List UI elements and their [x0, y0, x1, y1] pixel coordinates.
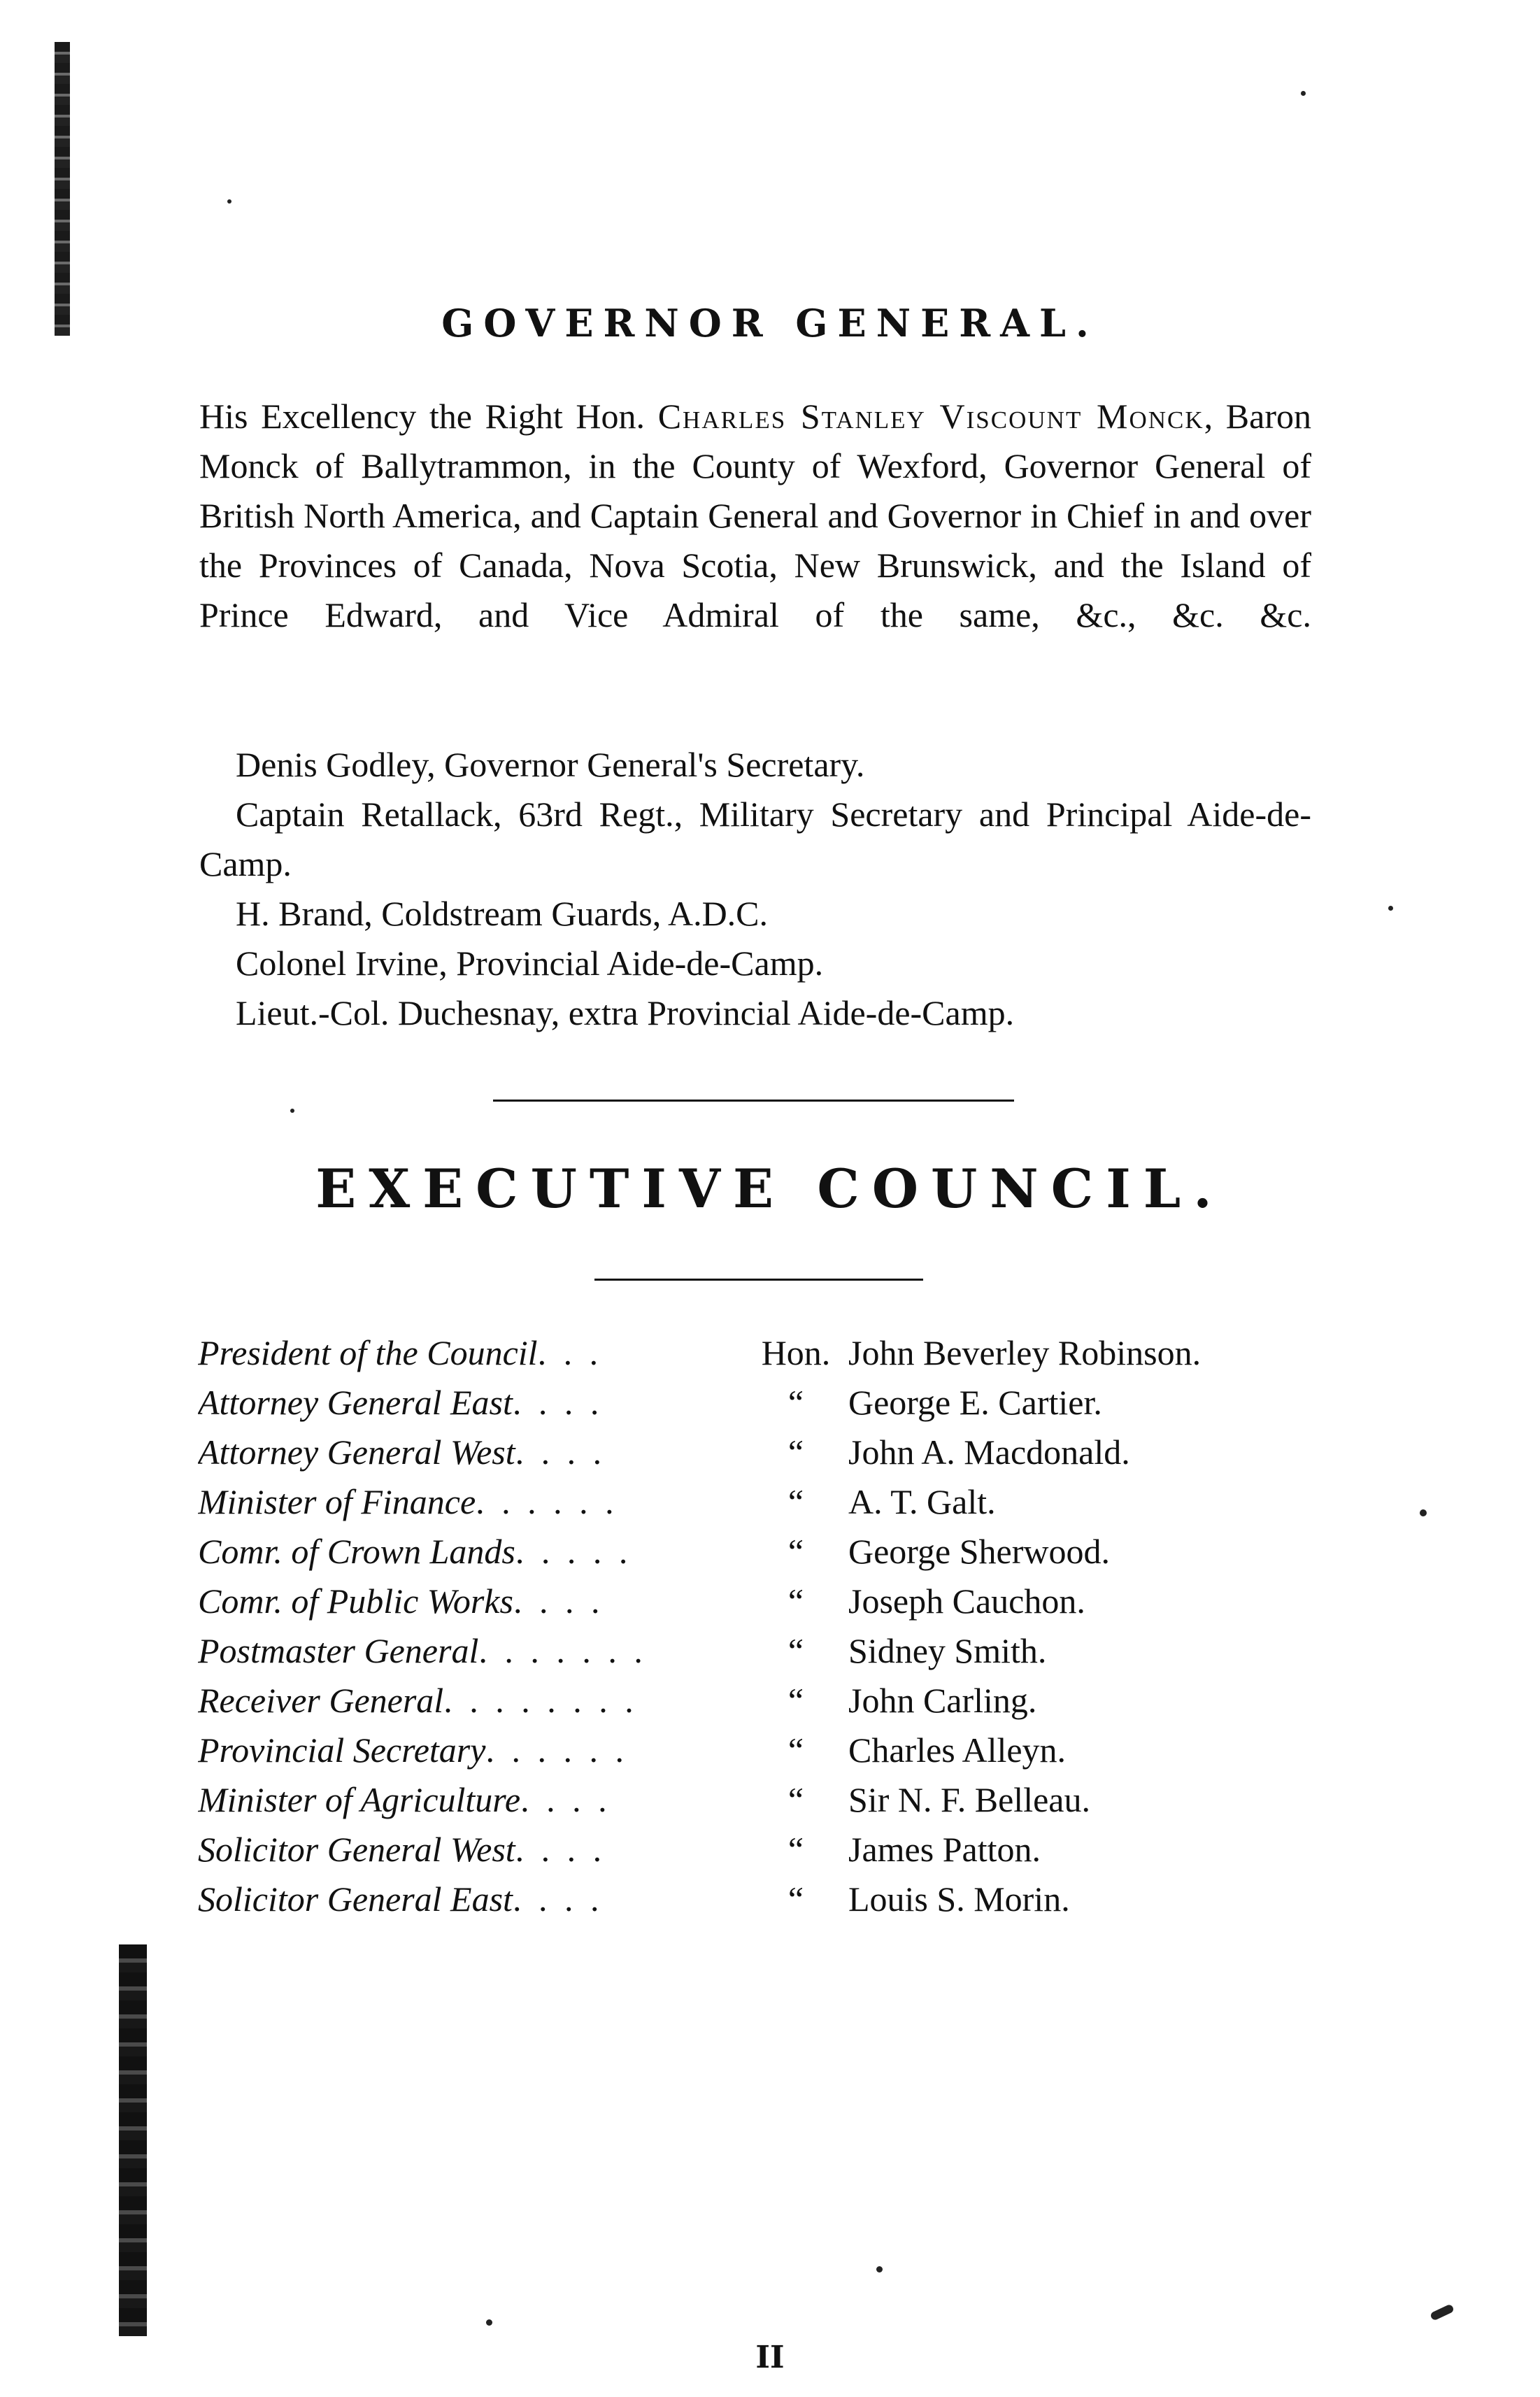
council-row: [198, 1432, 1345, 1481]
member-name: James Patton.: [848, 1830, 1041, 1869]
staff-entry: Lieut.-Col. Duchesnay, extra Provincial Aide-de-Camp.: [236, 993, 1015, 1032]
office-name: Provincial Secretary: [198, 1730, 486, 1770]
honorific: “: [787, 1383, 804, 1422]
council-row: [198, 1581, 1345, 1630]
office-name: Minister of Agriculture: [198, 1780, 521, 1819]
scan-speck: [1430, 2303, 1455, 2321]
office-title: [198, 1730, 743, 1770]
leader-dots: . . . .: [520, 1780, 611, 1819]
council-row: [198, 1680, 1345, 1730]
scan-speck: [227, 199, 231, 204]
member-name: John Beverley Robinson.: [848, 1333, 1202, 1372]
member-name: Louis S. Morin.: [848, 1879, 1070, 1919]
office-title: [198, 1829, 743, 1870]
leader-dots: . . . .: [513, 1581, 604, 1621]
member-name: John A. Macdonald.: [848, 1432, 1130, 1472]
office-name: Attorney General East: [198, 1383, 513, 1422]
scan-speck: [876, 2266, 883, 2272]
leader-dots: . . . .: [512, 1879, 604, 1919]
office-name: Postmaster General: [198, 1631, 479, 1670]
council-row: [198, 1382, 1345, 1432]
executive-council-heading: EXECUTIVE COUNCIL.: [315, 1158, 1225, 1220]
office-name: President of the Council: [198, 1333, 538, 1372]
honorific: “: [787, 1581, 804, 1621]
binding-edge-shadow-lower: [119, 1944, 147, 2336]
office-title: [198, 1382, 743, 1423]
honorific: “: [787, 1830, 804, 1869]
section-divider: [493, 1100, 1014, 1102]
member-name: George Sherwood.: [848, 1532, 1110, 1571]
leader-dots: . . . . .: [515, 1532, 632, 1571]
member-name: A. T. Galt.: [848, 1482, 996, 1521]
office-name: Receiver General: [198, 1681, 444, 1720]
council-row: [198, 1531, 1345, 1581]
member-name: Sidney Smith.: [848, 1631, 1047, 1670]
member-name: Charles Alleyn.: [848, 1730, 1067, 1770]
office-title: [198, 1432, 743, 1472]
honorific: “: [787, 1631, 804, 1670]
member-name: Joseph Cauchon.: [848, 1581, 1085, 1621]
scan-speck: [1388, 906, 1393, 911]
council-row: [198, 1730, 1345, 1779]
intro-lead: His Excellency the Right Hon.: [199, 397, 658, 436]
office-name: Comr. of Public Works: [198, 1581, 513, 1621]
honorific: “: [787, 1681, 804, 1720]
leader-dots: . . . . . . . .: [443, 1681, 638, 1720]
page-number: II: [755, 2340, 785, 2375]
leader-dots: . . . . . .: [485, 1730, 628, 1770]
leader-dots: . . . . . . .: [478, 1631, 647, 1670]
council-row: [198, 1630, 1345, 1680]
scan-speck: [290, 1109, 294, 1113]
scan-speck: [1420, 1509, 1427, 1516]
office-title: [198, 1581, 743, 1621]
scan-speck: [486, 2319, 492, 2326]
office-title: [198, 1630, 743, 1671]
leader-dots: . . . .: [515, 1432, 606, 1472]
leader-dots: . . . .: [515, 1830, 606, 1869]
honorific: Hon.: [761, 1333, 831, 1372]
honorific: “: [787, 1730, 804, 1770]
honorific: “: [787, 1482, 804, 1521]
leader-dots: . . . . . .: [476, 1482, 618, 1521]
office-name: Attorney General West: [198, 1432, 515, 1472]
governor-name: Charles Stanley Viscount Monck: [657, 397, 1204, 436]
office-title: [198, 1332, 743, 1373]
office-name: Comr. of Crown Lands: [198, 1532, 515, 1571]
council-row: [198, 1829, 1345, 1879]
council-row: [198, 1779, 1345, 1829]
honorific: “: [787, 1532, 804, 1571]
office-title: [198, 1879, 743, 1919]
honorific: “: [787, 1879, 804, 1919]
council-row: [198, 1879, 1345, 1928]
council-row: [198, 1481, 1345, 1531]
scan-speck: [1301, 91, 1306, 96]
member-name: Sir N. F. Belleau.: [848, 1780, 1090, 1819]
staff-entry: H. Brand, Coldstream Guards, A.D.C.: [236, 894, 769, 933]
leader-dots: . . . .: [512, 1383, 604, 1422]
office-name: Solicitor General East: [198, 1879, 513, 1919]
leader-dots: . . .: [537, 1333, 603, 1372]
staff-entry: Colonel Irvine, Provincial Aide-de-Camp.: [236, 944, 824, 983]
heading-underline: [594, 1279, 923, 1281]
staff-entry: Captain Retallack, 63rd Regt., Military Secretary and Principal Aide-de-Camp.: [199, 795, 1311, 883]
binding-edge-shadow: [55, 42, 70, 336]
governor-general-paragraph: [199, 392, 1311, 640]
office-name: Minister of Finance: [198, 1482, 476, 1521]
office-title: [198, 1481, 743, 1522]
governor-general-heading: GOVERNOR GENERAL.: [441, 301, 1099, 346]
honorific: “: [787, 1780, 804, 1819]
council-list: [198, 1332, 1345, 1928]
office-title: [198, 1531, 743, 1572]
office-name: Solicitor General West: [198, 1830, 515, 1869]
honorific: “: [787, 1432, 804, 1472]
office-title: [198, 1680, 743, 1721]
intro-rest: , Baron Monck of Ballytrammon, in the County of Wexford, Governor General of British North America, and Captain General and Governor in Chief in and over the Provinces of Canada, Nova Scotia, New Brunswick, and the Island of Prince Edward, and Vice Admiral of the same, &c., &c. &c.: [199, 397, 1311, 634]
member-name: John Carling.: [848, 1681, 1037, 1720]
staff-entry: Denis Godley, Governor General's Secretary.: [236, 745, 865, 784]
office-title: [198, 1779, 743, 1820]
member-name: George E. Cartier.: [848, 1383, 1102, 1422]
council-row: [198, 1332, 1345, 1382]
